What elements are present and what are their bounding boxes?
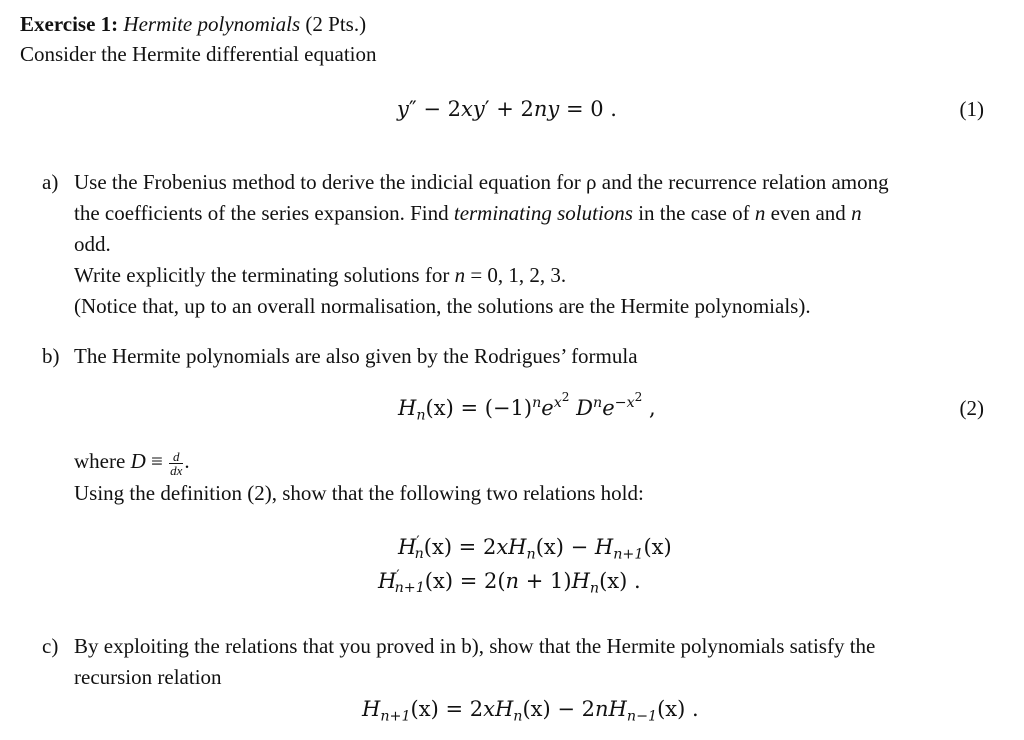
part-a-line-2: the coefficients of the series expansion. Find terminating solutions in the case of n even and n — [74, 201, 862, 225]
relation-1: $H'_n(x) = 2xH_n(x) - H_{n+1}(x)$ — [398, 534, 672, 563]
exercise-title: Hermite polynomials — [123, 12, 301, 36]
d-dx-fraction: $\frac{d}{dx}$ — [170, 448, 183, 478]
part-a-line-4: Write explicitly the terminating solutions for n = 0, 1, 2, 3. — [74, 263, 567, 287]
part-a-line-5: (Notice that, up to an overall normalisation, the solutions are the Hermite polynomials). — [74, 294, 811, 318]
exercise-heading — [20, 12, 366, 37]
intro-text: Consider the Hermite differential equation — [20, 42, 377, 66]
recursion-equation: $H_{n+1}(x) = 2xH_n(x) - 2nH_{n-1}(x)$ . — [362, 697, 699, 725]
part-a-line-3: odd. — [74, 232, 111, 256]
part-a-line-1: Use the Frobenius method to derive the indicial equation for ρ and the recurrence relation among — [74, 170, 889, 194]
relation-2: $H'_{n+1}(x) = 2(n + 1)H_n(x)$ . — [378, 568, 641, 597]
part-c-line-1: By exploiting the relations that you proved in b), show that the Hermite polynomials satisfy the — [74, 634, 876, 658]
equation-2: $H_n(x) = (-1)^ne^{x^2}$ $D^ne^{-x^2}$ , — [398, 390, 656, 424]
part-a-label: a) — [42, 170, 59, 194]
part-b-label: b) — [42, 344, 60, 368]
part-b-line-1: The Hermite polynomials are also given by the Rodrigues’ formula — [74, 344, 638, 368]
part-c-line-2: recursion relation — [74, 665, 222, 689]
part-b-line-3: Using the definition (2), show that the following two relations hold: — [74, 481, 644, 505]
part-c-label: c) — [42, 634, 59, 658]
equation-2-number: (2) — [959, 396, 984, 420]
equation-1-number: (1) — [959, 97, 984, 121]
part-b-where: where D ≡ $\frac{d}{dx}$ . — [74, 448, 190, 478]
exercise-label: Exercise 1: — [20, 12, 119, 36]
equation-1: y″ − 2xy′ + 2ny = 0 . — [397, 97, 617, 121]
exercise-points: (2 Pts.) — [305, 12, 367, 36]
